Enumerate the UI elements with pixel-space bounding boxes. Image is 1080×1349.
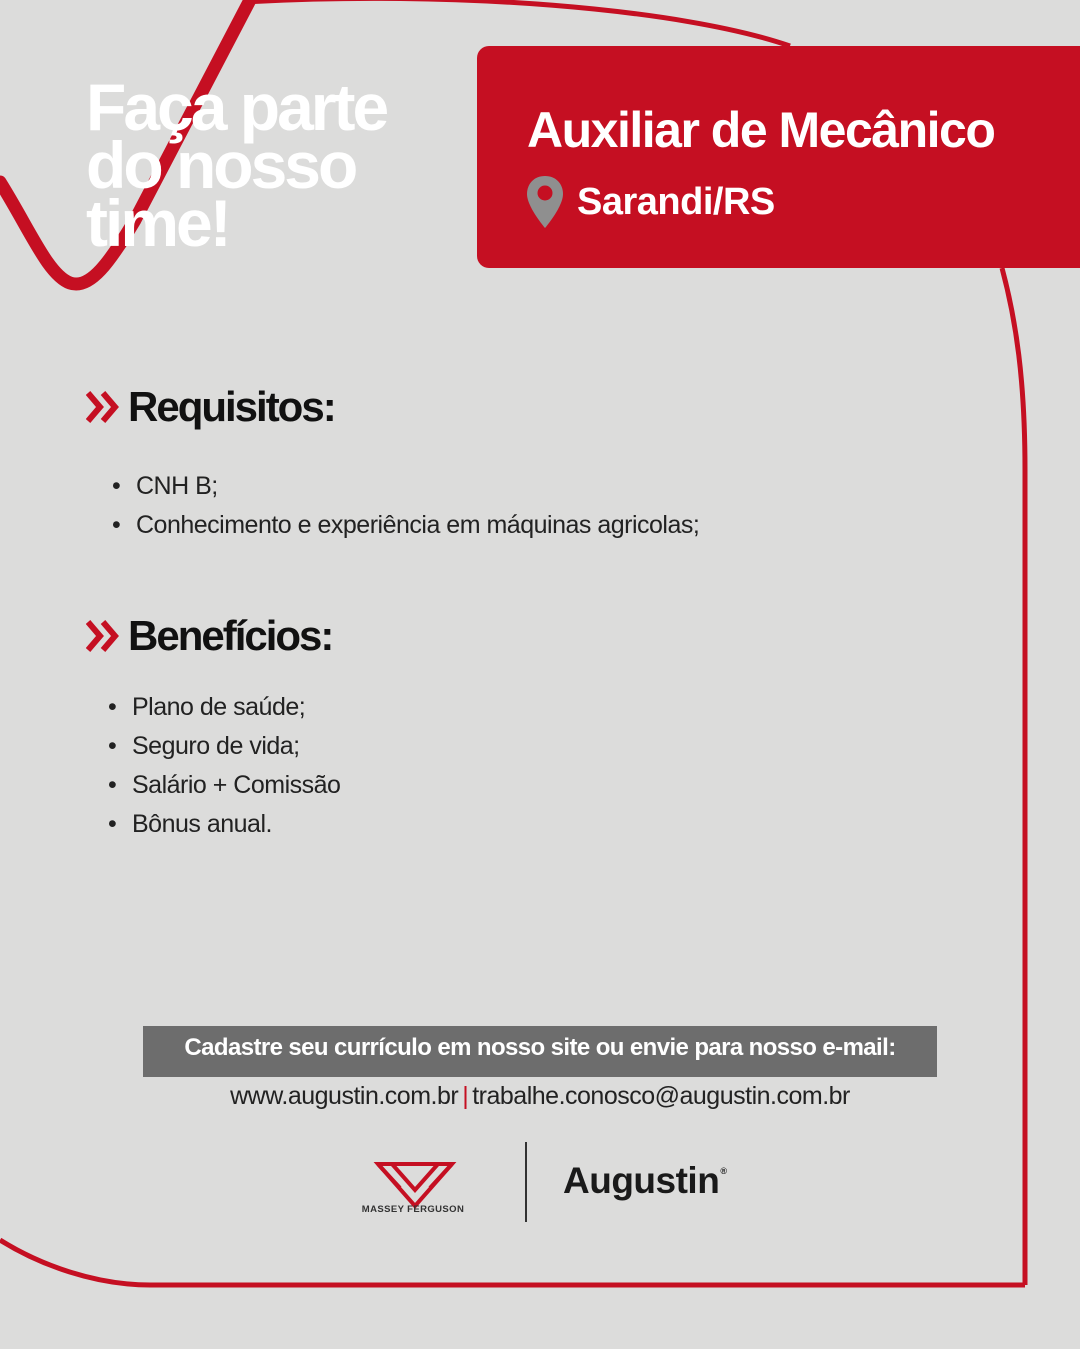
job-title-box [477, 46, 1080, 268]
job-location-text: Sarandi/RS [577, 180, 775, 223]
augustin-logo [563, 1160, 726, 1202]
list-item: • Plano de saúde; [108, 688, 340, 727]
frame-top-arc [244, 0, 790, 46]
benefits-title: Benefícios: [128, 612, 333, 659]
brand-logos [340, 1140, 760, 1225]
contact-separator: | [462, 1082, 469, 1110]
benefits-list [108, 688, 340, 844]
location-pin-icon [525, 174, 565, 230]
requirements-title: Requisitos: [128, 383, 335, 430]
double-chevron-icon [86, 390, 122, 424]
requirements-heading [86, 383, 335, 431]
contact-line [0, 1082, 1080, 1111]
email-link[interactable]: trabalhe.conosco@augustin.com.br [472, 1082, 850, 1110]
frame-right-curve [1002, 268, 1025, 1285]
list-item: • Conhecimento e experiência em máquinas agricolas; [112, 506, 699, 545]
frame-bottom-curve [0, 1240, 1025, 1285]
requirements-list [112, 467, 699, 545]
job-location [525, 174, 775, 230]
list-item: • Bônus anual. [108, 805, 340, 844]
list-item: • Seguro de vida; [108, 727, 340, 766]
benefits-heading [86, 612, 332, 660]
registered-mark: ® [720, 1166, 727, 1176]
logo-divider [525, 1142, 527, 1222]
website-link[interactable]: www.augustin.com.br [230, 1082, 459, 1110]
massey-ferguson-wordmark: MASSEY FERGUSON [361, 1204, 465, 1215]
list-item: • Salário + Comissão [108, 766, 340, 805]
augustin-wordmark: Augustin [563, 1160, 720, 1201]
cta-bar: Cadastre seu currículo em nosso site ou envie para nosso e-mail: [143, 1026, 937, 1077]
list-item: • CNH B; [112, 467, 699, 506]
double-chevron-icon [86, 619, 122, 653]
headline: Faça parte do nosso time! [86, 70, 387, 260]
job-title: Auxiliar de Mecânico [527, 102, 995, 158]
